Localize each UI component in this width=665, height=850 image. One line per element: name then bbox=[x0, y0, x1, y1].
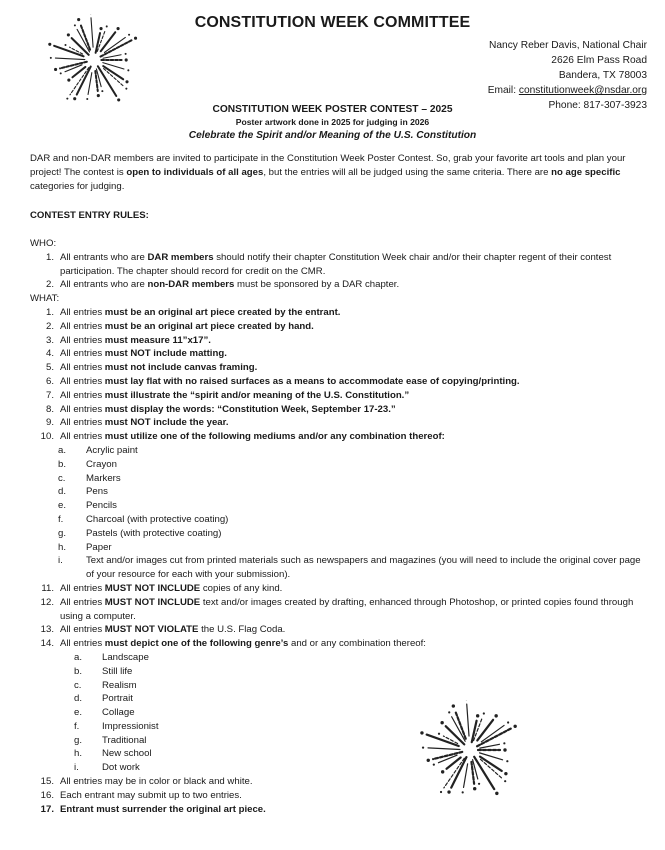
item-text: All entries bbox=[60, 320, 105, 332]
contest-heading: CONSTITUTION WEEK POSTER CONTEST – 2025 bbox=[212, 104, 453, 115]
list-item bbox=[30, 251, 642, 279]
item-emphasis: must NOT include matting. bbox=[104, 348, 227, 360]
what-list bbox=[30, 306, 642, 444]
item-number: 13. bbox=[40, 624, 54, 636]
contact-city: Bandera, TX 78003 bbox=[558, 70, 647, 81]
item-number: g. bbox=[58, 527, 67, 539]
item-text: All entries bbox=[60, 389, 105, 401]
item-emphasis: must lay flat with no raised surfaces as a means to accommodate ease of copying/printing. bbox=[104, 375, 520, 387]
item-emphasis: MUST NOT VIOLATE bbox=[104, 624, 199, 636]
list-item bbox=[30, 513, 642, 527]
item-text: Paper bbox=[86, 541, 112, 553]
list-item bbox=[30, 706, 642, 720]
item-emphasis: must NOT include the year. bbox=[104, 417, 229, 429]
list-item bbox=[30, 734, 642, 748]
item-number: 3. bbox=[45, 334, 54, 346]
item-number: e. bbox=[58, 500, 67, 512]
item-emphasis: must measure 11”x17”. bbox=[104, 334, 211, 346]
item-text: All entries bbox=[60, 306, 105, 318]
item-number: b. bbox=[58, 458, 67, 470]
item-number: 2. bbox=[45, 320, 54, 332]
item-emphasis: MUST NOT INCLUDE bbox=[104, 582, 201, 594]
contest-subheading: Poster artwork done in 2025 for judging in 2026 bbox=[235, 117, 430, 127]
item-number: 12. bbox=[40, 596, 54, 608]
item-text: Acrylic paint bbox=[86, 444, 138, 456]
item-number: d. bbox=[58, 486, 67, 498]
list-item bbox=[30, 375, 642, 389]
item-number: e. bbox=[74, 707, 83, 719]
contest-theme: Celebrate the Spirit and/or Meaning of the U.S. Constitution bbox=[188, 130, 477, 141]
list-item bbox=[30, 499, 642, 513]
list-item bbox=[30, 444, 642, 458]
item-emphasis: non-DAR members bbox=[147, 279, 235, 291]
list-item bbox=[30, 430, 642, 444]
item-number: i. bbox=[74, 762, 79, 774]
email-label: Email: bbox=[487, 85, 519, 96]
item-emphasis: must depict one of the following genre’s bbox=[104, 638, 289, 650]
item-text: Impressionist bbox=[102, 720, 159, 732]
item-text: All entries bbox=[60, 375, 105, 387]
item-text: All entrants who are bbox=[60, 251, 148, 263]
item-text: All entries bbox=[60, 417, 105, 429]
list-item bbox=[30, 761, 642, 775]
contact-name: Nancy Reber Davis, National Chair bbox=[489, 40, 647, 51]
contest-header bbox=[0, 103, 665, 142]
item-number: h. bbox=[74, 748, 83, 760]
item-emphasis: must utilize one of the following mediums and/or any combination thereof: bbox=[104, 431, 445, 443]
list-item bbox=[30, 665, 642, 679]
item-number: 17. bbox=[40, 803, 54, 815]
item-text: Traditional bbox=[102, 734, 147, 746]
item-emphasis: must not include canvas framing. bbox=[104, 362, 258, 374]
item-text: All entries bbox=[60, 348, 105, 360]
contact-phone: Phone: 817-307-3923 bbox=[548, 100, 647, 111]
item-number: 14. bbox=[40, 638, 54, 650]
item-number: h. bbox=[58, 541, 67, 553]
intro-text: , but the entries will all be judged using the same criteria. There are bbox=[263, 166, 552, 178]
list-item bbox=[30, 789, 642, 803]
item-number: 9. bbox=[45, 417, 54, 429]
item-text: Pens bbox=[86, 486, 108, 498]
list-item bbox=[30, 637, 642, 651]
item-text: New school bbox=[102, 748, 152, 760]
contact-street: 2626 Elm Pass Road bbox=[551, 55, 647, 66]
item-text: and or any combination thereof: bbox=[288, 638, 426, 650]
list-item bbox=[30, 320, 642, 334]
item-text: All entries bbox=[60, 596, 105, 608]
item-text: Charcoal (with protective coating) bbox=[86, 513, 229, 525]
item-number: b. bbox=[74, 665, 83, 677]
list-item bbox=[30, 334, 642, 348]
list-item bbox=[30, 554, 642, 582]
list-item bbox=[30, 775, 642, 789]
intro-text: DAR and non-DAR members are invited to participate in the Constitution Week Poster Contest. So, grab your favorite art tools and plan your project! The contest is bbox=[30, 153, 626, 178]
item-text: Portrait bbox=[102, 693, 133, 705]
item-text: Still life bbox=[102, 665, 133, 677]
item-text: should notify their chapter Constitution Week chair and/or their chapter regent of their contest participation. The chapter should record for credit on the CMR. bbox=[60, 251, 612, 277]
item-number: 4. bbox=[45, 348, 54, 360]
item-number: d. bbox=[74, 693, 83, 705]
list-item bbox=[30, 720, 642, 734]
contact-email-line bbox=[488, 83, 647, 98]
list-item bbox=[30, 403, 642, 417]
intro-bold: open to individuals of all ages bbox=[126, 166, 264, 178]
list-item bbox=[30, 692, 642, 706]
email-link[interactable]: constitutionweek@nsdar.org bbox=[518, 85, 647, 96]
who-list bbox=[30, 251, 642, 292]
intro-text: categories for judging. bbox=[30, 180, 125, 192]
item-number: a. bbox=[74, 651, 83, 663]
list-item bbox=[30, 527, 642, 541]
item-number: a. bbox=[58, 444, 67, 456]
item-number: g. bbox=[74, 734, 83, 746]
item-text: All entries bbox=[60, 403, 105, 415]
item-text: All entrants who are bbox=[60, 279, 148, 291]
list-item bbox=[30, 472, 642, 486]
item-emphasis: must be an original art piece created by hand. bbox=[104, 320, 314, 332]
item-number: 2. bbox=[45, 279, 54, 291]
item-number: 7. bbox=[45, 389, 54, 401]
item-number: i. bbox=[58, 555, 63, 567]
what-label: WHAT: bbox=[30, 293, 60, 305]
list-item bbox=[30, 679, 642, 693]
item-text: Dot work bbox=[102, 762, 140, 774]
item-text: All entries bbox=[60, 624, 105, 636]
item-text: All entries bbox=[60, 431, 105, 443]
item-number: 1. bbox=[45, 306, 54, 318]
list-item bbox=[30, 389, 642, 403]
intro-paragraph bbox=[30, 152, 642, 193]
list-item bbox=[30, 803, 642, 817]
item-number: f. bbox=[58, 513, 64, 525]
page-title: CONSTITUTION WEEK COMMITTEE bbox=[194, 14, 471, 31]
item-number: 5. bbox=[45, 362, 54, 374]
rules-list bbox=[30, 237, 642, 816]
list-item bbox=[30, 416, 642, 430]
item-text: Pencils bbox=[86, 500, 117, 512]
item-number: f. bbox=[74, 720, 80, 732]
item-text: Pastels (with protective coating) bbox=[86, 527, 222, 539]
item-number: 1. bbox=[45, 251, 54, 263]
item-emphasis: must illustrate the “spirit and/or meaning of the U.S. Constitution.” bbox=[104, 389, 410, 401]
item-text: Collage bbox=[102, 707, 135, 719]
item-emphasis: DAR members bbox=[147, 251, 214, 263]
item-number: 8. bbox=[45, 403, 54, 415]
item-text: Each entrant may submit up to two entries. bbox=[60, 789, 242, 801]
item-emphasis: MUST NOT INCLUDE bbox=[104, 596, 201, 608]
list-item bbox=[30, 623, 642, 637]
list-item bbox=[30, 306, 642, 320]
list-item bbox=[30, 347, 642, 361]
contact-block bbox=[488, 38, 647, 113]
list-item bbox=[30, 361, 642, 375]
item-text: All entries may be in color or black and white. bbox=[60, 776, 253, 788]
item-number: c. bbox=[74, 679, 82, 691]
list-item bbox=[30, 747, 642, 761]
item-text: Markers bbox=[86, 472, 121, 484]
item-text: Text and/or images cut from printed materials such as newspapers and magazines (you will need to include the original cover page of your resource for each with your submission). bbox=[86, 555, 641, 581]
who-label: WHO: bbox=[30, 238, 57, 249]
item-text: All entries bbox=[60, 362, 105, 374]
list-item bbox=[30, 582, 642, 596]
item-emphasis: must be an original art piece created by the entrant. bbox=[104, 306, 341, 318]
list-item bbox=[30, 458, 642, 472]
item-text: All entries bbox=[60, 638, 105, 650]
item-text: All entries bbox=[60, 582, 105, 594]
item-number: c. bbox=[58, 472, 66, 484]
item-text: the U.S. Flag Coda. bbox=[198, 624, 286, 636]
item-text: Crayon bbox=[86, 458, 117, 470]
item-text: All entries bbox=[60, 334, 105, 346]
item-number: 6. bbox=[45, 375, 54, 387]
list-item bbox=[30, 278, 642, 292]
item-number: 11. bbox=[41, 582, 54, 594]
what-list-2 bbox=[30, 582, 642, 651]
list-item bbox=[30, 485, 642, 499]
item-text: Landscape bbox=[102, 651, 149, 663]
item-text: must be sponsored by a DAR chapter. bbox=[234, 279, 400, 291]
genres-list bbox=[30, 651, 642, 775]
item-text: Realism bbox=[102, 679, 137, 691]
item-text: copies of any kind. bbox=[200, 582, 283, 594]
item-text: Entrant must surrender the original art piece. bbox=[60, 803, 266, 815]
item-emphasis: must display the words: “Constitution Week, September 17-23.” bbox=[104, 403, 396, 415]
item-number: 10. bbox=[40, 431, 54, 443]
list-item bbox=[30, 541, 642, 555]
item-text: text and/or images created by drafting, enhanced through Photoshop, or printed copies found through using a computer. bbox=[60, 596, 634, 622]
intro-bold: no age specific bbox=[551, 166, 621, 178]
item-number: 16. bbox=[40, 789, 54, 801]
what-list-3 bbox=[30, 775, 642, 816]
mediums-list bbox=[30, 444, 642, 582]
rules-heading: CONTEST ENTRY RULES: bbox=[30, 210, 149, 221]
item-number: 15. bbox=[40, 776, 54, 788]
list-item bbox=[30, 596, 642, 624]
list-item bbox=[30, 651, 642, 665]
